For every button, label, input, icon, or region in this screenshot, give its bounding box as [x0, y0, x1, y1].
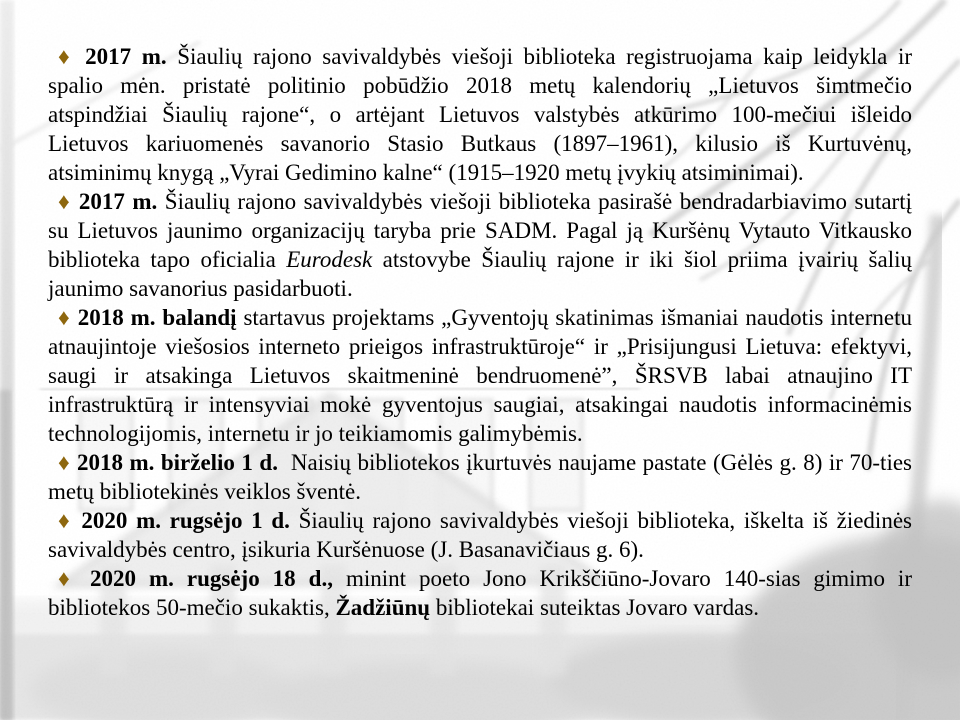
entry-text: Šiaulių rajono savivaldybės viešoji biblioteka, iškelta iš žiedinės savivaldybės centro, įsikuria Kuršėnuose (J. Basanavičiaus g. 6). — [48, 508, 912, 562]
timeline-entry-2017-eurodesk — [48, 187, 912, 303]
entry-date: 2018 m. birželio 1 d. — [76, 450, 285, 475]
entry-text: startavus projektams „Gyventojų skatinimas išmaniai naudotis internetu atnaujintoje viešosios interneto prieigos infrastruktūroje“ ir „Prisijungusi Lietuva: efektyvi, saugi ir atsakinga Lietuvos skaitmeninė bendruomenė”, ŠRSVB labai atnaujino IT infrastruktūrą ir intensyviai mokė gyventojus saugiai, atsakingai naudotis informacinėmis technologijomis, internetu ir jo teikiamomis galimybėmis. — [48, 305, 912, 446]
entry-date: 2017 m. — [78, 189, 165, 214]
diamond-bullet-icon: ♦ — [58, 305, 78, 330]
history-text-block — [48, 42, 912, 622]
entry-text: bibliotekai suteiktas Jovaro vardas. — [435, 595, 760, 620]
entry-text: minint poeto Jono Krikščiūno-Jovaro 140-sias gimimo ir bibliotekos 50-mečio sukaktis, — [48, 566, 912, 620]
diamond-bullet-icon: ♦ — [58, 508, 82, 533]
entry-date: 2017 m. — [85, 44, 178, 69]
entry-text: atstovybe Šiaulių rajone ir iki šiol priima įvairių šalių jaunimo savanorius pasidarbuoti. — [48, 247, 912, 301]
timeline-entry-2018-naisiai — [48, 448, 912, 506]
entry-text: Šiaulių rajono savivaldybės viešoji biblioteka registruojama kaip leidykla ir spalio mėn. pristatė politinio pobūdžio 2018 metų kalendorių „Lietuvos šimtmečio atspindžiai Šiaulių rajone“, o artėjant Lietuvos valstybės atkūrimo 100-mečiui išleido Lietuvos kariuomenės savanorio Stasio Butkaus (1897–1961), kilusio iš Kurtuvėnų, atsiminimų knygą „Vyrai Gedimino kalne“ (1915–1920 metų įvykių atsiminimai). — [48, 44, 912, 185]
diamond-bullet-icon: ♦ — [58, 450, 77, 475]
entry-text-italic: Eurodesk — [286, 247, 373, 272]
diamond-bullet-icon: ♦ — [58, 44, 86, 69]
entry-text-bold: Žadžiūnų — [335, 595, 436, 620]
timeline-entry-2017-publishing — [48, 42, 912, 187]
timeline-entry-2020-jovaras — [48, 564, 912, 622]
entry-date: 2020 m. rugsėjo 1 d. — [81, 508, 299, 533]
diamond-bullet-icon: ♦ — [58, 189, 79, 214]
entry-date: 2018 m. balandį — [77, 305, 244, 330]
diamond-bullet-icon: ♦ — [58, 566, 90, 591]
entry-text: Šiaulių rajono savivaldybės viešoji biblioteka pasirašė bendradarbiavimo sutartį su Lietuvos jaunimo organizacijų taryba prie SADM. Pagal ją Kuršėnų Vytauto Vitkausko biblioteka tapo oficialia — [48, 189, 912, 272]
timeline-entry-2020-relocation — [48, 506, 912, 564]
entry-text: Naisių bibliotekos įkurtuvės naujame pastate (Gėlės g. 8) ir 70-ties metų bibliotekinės veiklos šventė. — [48, 450, 912, 504]
timeline-entry-2018-projects — [48, 303, 912, 448]
entry-date: 2020 m. rugsėjo 18 d., — [89, 566, 346, 591]
